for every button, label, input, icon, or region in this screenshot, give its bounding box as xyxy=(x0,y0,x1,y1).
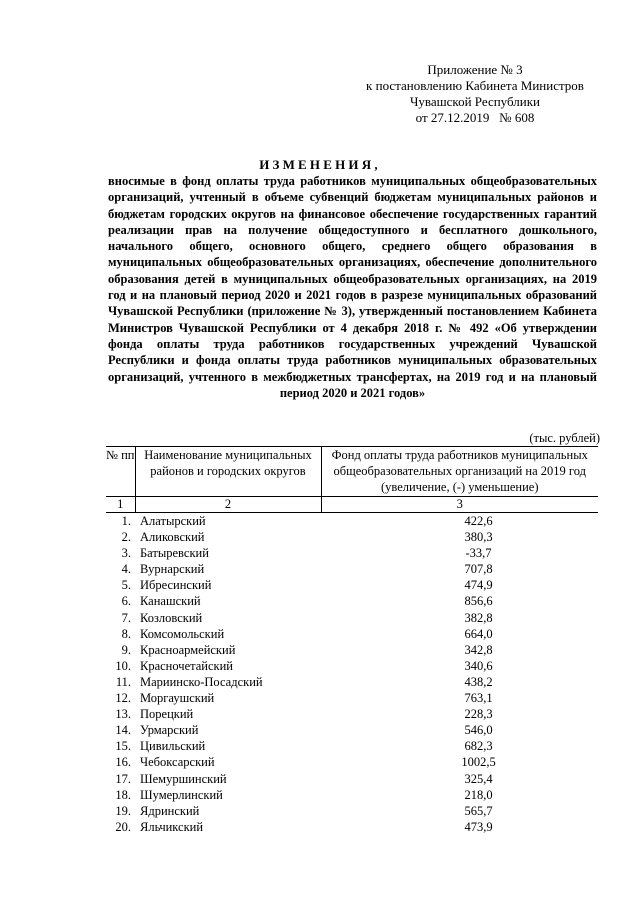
table-row xyxy=(106,706,598,722)
table-row xyxy=(106,513,598,530)
row-number: 9. xyxy=(121,642,131,657)
district-name: Яльчикский xyxy=(140,819,204,834)
row-number: 17. xyxy=(115,771,131,786)
fund-value: 218,0 xyxy=(464,787,493,802)
column-number: 2 xyxy=(135,497,321,513)
row-number: 7. xyxy=(121,610,131,625)
row-number: 10. xyxy=(115,658,131,673)
row-number: 20. xyxy=(115,819,131,834)
units-label: (тыс. рублей) xyxy=(529,431,600,445)
fund-value: 438,2 xyxy=(464,674,493,689)
table-row xyxy=(106,690,598,706)
header-district: Наименование муниципальных районов и городских округов xyxy=(135,447,321,497)
fund-value: 546,0 xyxy=(464,723,493,738)
fund-value: 682,3 xyxy=(464,739,493,754)
district-name: Аликовский xyxy=(140,530,205,545)
table-row xyxy=(106,658,598,674)
table-row xyxy=(106,819,598,835)
column-number-row xyxy=(106,497,598,513)
row-number: 13. xyxy=(115,707,131,722)
appendix-line: к постановлению Кабинета Министров xyxy=(366,78,584,93)
table-row xyxy=(106,754,598,770)
district-name: Ядринский xyxy=(140,803,200,818)
district-name: Комсомольский xyxy=(140,626,225,641)
fund-value: 856,6 xyxy=(464,594,493,609)
row-number: 19. xyxy=(115,803,131,818)
fund-value: 473,9 xyxy=(464,819,493,834)
district-name: Ибресинский xyxy=(140,578,212,593)
district-name: Шумерлинский xyxy=(140,787,223,802)
document-subtitle: вносимые в фонд оплаты труда работников муниципальных общеобразовательных организаций, учтенный в объеме субвенций бюджетам муниципальных районов и бюджетам городских округов на финансовое обеспечение государственных гарантий реализации прав на получение общедоступного и бесплатного дошкольного, начального общего, основного общего, среднего общего образования в муниципальных общеобразовательных организациях, обеспечение дополнительного образования детей в муниципальных общеобразовательных организациях, на 2019 год и на плановый период 2020 и 2021 годов в разрезе муниципальных образований Чувашской Республики (приложение № 3), утвержденный постановлением Кабинета Министров Чувашской Республики от 4 декабря 2018 г. № 492 «Об утверждении фонда оплаты труда работников государственных учреждений Чувашской Республики и фонда оплаты труда работников муниципальных образовательных организаций, учтенного в межбюджетных трансфертах, на 2019 год и на плановый период 2020 и 2021 годов» xyxy=(108,174,597,400)
fund-value: 474,9 xyxy=(464,578,493,593)
district-name: Красноармейский xyxy=(140,642,236,657)
row-number: 6. xyxy=(121,594,131,609)
district-name: Мариинско-Посадский xyxy=(140,674,263,689)
table-row xyxy=(106,529,598,545)
fund-value: 1002,5 xyxy=(461,755,496,770)
table-row xyxy=(106,626,598,642)
fund-value: 763,1 xyxy=(464,691,493,706)
document-title: ИЗМЕНЕНИЯ, xyxy=(259,157,381,172)
fund-value: 228,3 xyxy=(464,707,493,722)
table-row xyxy=(106,577,598,593)
district-name: Вурнарский xyxy=(140,562,205,577)
district-name: Цивильский xyxy=(140,739,206,754)
table-row xyxy=(106,722,598,738)
column-number: 1 xyxy=(106,497,135,513)
fund-value: 707,8 xyxy=(464,562,493,577)
column-number: 3 xyxy=(321,497,598,513)
fund-value: 380,3 xyxy=(464,530,493,545)
row-number: 15. xyxy=(115,739,131,754)
data-table xyxy=(106,446,598,835)
fund-value: 565,7 xyxy=(464,803,493,818)
row-number: 11. xyxy=(115,674,131,689)
district-name: Порецкий xyxy=(140,707,194,722)
appendix-header xyxy=(350,62,600,126)
row-number: 2. xyxy=(121,530,131,545)
fund-value: -33,7 xyxy=(465,546,492,561)
district-name: Батыревский xyxy=(140,546,209,561)
fund-value: 422,6 xyxy=(464,514,493,528)
table-row xyxy=(106,787,598,803)
row-number: 16. xyxy=(115,755,131,770)
appendix-line: Чувашской Республики xyxy=(409,94,541,109)
district-name: Козловский xyxy=(140,610,203,625)
row-number: 8. xyxy=(121,626,131,641)
district-name: Урмарский xyxy=(140,723,199,738)
row-number: 18. xyxy=(115,787,131,802)
fund-value: 342,8 xyxy=(464,642,493,657)
table-body xyxy=(106,513,598,835)
district-name: Алатырский xyxy=(140,514,206,528)
row-number: 14. xyxy=(115,723,131,738)
row-number: 5. xyxy=(121,578,131,593)
fund-value: 664,0 xyxy=(464,626,493,641)
table-header-row xyxy=(106,447,598,497)
table-row xyxy=(106,674,598,690)
row-number: 4. xyxy=(121,562,131,577)
header-number: № пп xyxy=(106,447,135,497)
fund-value: 340,6 xyxy=(464,658,493,673)
table-row xyxy=(106,642,598,658)
fund-value: 325,4 xyxy=(464,771,493,786)
appendix-line: от 27.12.2019 № 608 xyxy=(415,110,535,125)
table-row xyxy=(106,610,598,626)
row-number: 12. xyxy=(115,691,131,706)
district-name: Моргаушский xyxy=(140,691,215,706)
district-name: Канашский xyxy=(140,594,201,609)
row-number: 1. xyxy=(121,514,131,528)
table-row xyxy=(106,803,598,819)
table-row xyxy=(106,593,598,609)
district-name: Красночетайский xyxy=(140,658,233,673)
header-fund: Фонд оплаты труда работников муниципальных общеобразовательных организаций на 2019 год (увеличение, (-) уменьшение) xyxy=(321,447,598,497)
table-row xyxy=(106,545,598,561)
district-name: Чебоксарский xyxy=(140,755,215,770)
district-name: Шемуршинский xyxy=(140,771,227,786)
appendix-line: Приложение № 3 xyxy=(427,62,523,77)
table-row xyxy=(106,738,598,754)
row-number: 3. xyxy=(121,546,131,561)
fund-value: 382,8 xyxy=(464,610,493,625)
table-row xyxy=(106,771,598,787)
table-row xyxy=(106,561,598,577)
